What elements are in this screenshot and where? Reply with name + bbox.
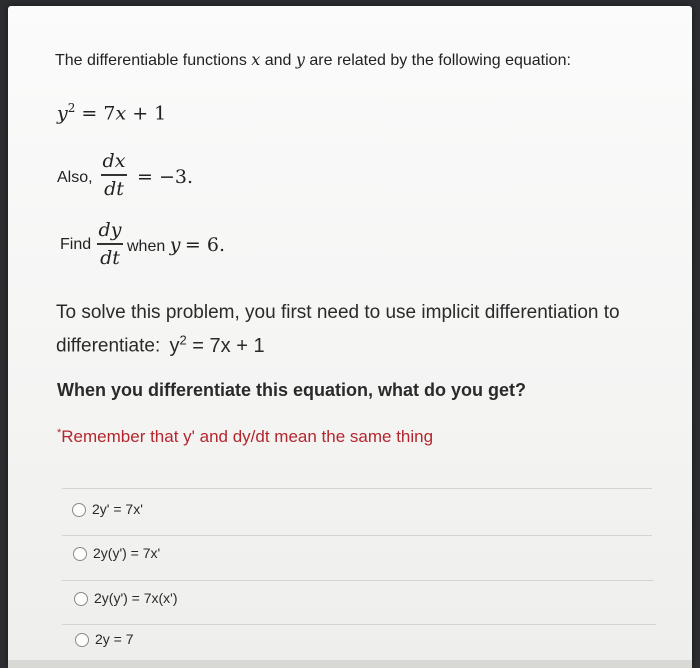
inline-rhs: = 7x + 1 — [186, 334, 265, 357]
given-equation — [57, 101, 166, 124]
eq-rhs-end: + 1 — [126, 102, 167, 125]
intro-text-b: and — [260, 52, 296, 69]
intro-var-x: x — [251, 50, 261, 69]
options-top-divider — [62, 488, 652, 489]
radio-button[interactable] — [73, 547, 87, 561]
option-label[interactable]: 2y' = 7x' — [92, 501, 143, 517]
question-text: When you differentiate this equation, what do you get? — [57, 380, 527, 400]
differentiate-label: differentiate: — [56, 335, 161, 357]
radio-button[interactable] — [74, 592, 88, 606]
fraction-bar — [97, 243, 123, 245]
page-bottom-edge — [8, 660, 692, 668]
eq-var-y: y — [57, 102, 68, 125]
intro-var-y: y — [295, 50, 305, 69]
instruction-line-2 — [56, 332, 265, 358]
radio-button[interactable] — [72, 503, 86, 517]
eq-var-x: x — [115, 102, 127, 125]
fraction-bar — [101, 174, 127, 176]
eq-exponent: 2 — [67, 101, 76, 115]
dt-denominator: dt — [100, 246, 120, 269]
option-label[interactable]: 2y = 7 — [95, 631, 134, 647]
inline-exponent: 2 — [179, 332, 187, 347]
dy-dt-fraction — [97, 219, 123, 269]
dx-dt-fraction — [101, 150, 127, 200]
find-condition — [127, 234, 225, 256]
note-asterisk: * — [57, 427, 62, 439]
inline-equation — [169, 332, 265, 357]
when-word: when — [127, 238, 166, 255]
problem-intro — [55, 50, 571, 70]
reminder-note — [57, 427, 433, 447]
option-divider — [62, 580, 654, 581]
also-value-text: = −3. — [137, 166, 194, 188]
dx-numerator: dx — [102, 150, 126, 172]
also-value — [137, 166, 193, 188]
option-divider — [62, 535, 652, 536]
dy-numerator: dy — [98, 219, 122, 241]
option-label[interactable]: 2y(y') = 7x' — [93, 545, 161, 561]
option-divider — [62, 624, 656, 625]
find-var-y: y — [169, 234, 181, 256]
eq-rhs: = 7 — [75, 102, 116, 125]
option-label[interactable]: 2y(y') = 7x(x') — [94, 590, 178, 606]
dt-denominator: dt — [104, 177, 124, 200]
intro-text-a: The differentiable functions — [55, 52, 252, 69]
find-label: Find — [60, 236, 92, 253]
find-value: = 6. — [184, 234, 225, 256]
also-label: Also, — [57, 169, 93, 186]
radio-button[interactable] — [75, 633, 89, 647]
instruction-line-1: To solve this problem, you first need to use implicit differentiation to — [56, 302, 620, 323]
note-text: Remember that y' and dy/dt mean the same thing — [61, 427, 434, 446]
intro-text-c: are related by the following equation: — [304, 52, 571, 69]
inline-y: y — [169, 334, 180, 357]
